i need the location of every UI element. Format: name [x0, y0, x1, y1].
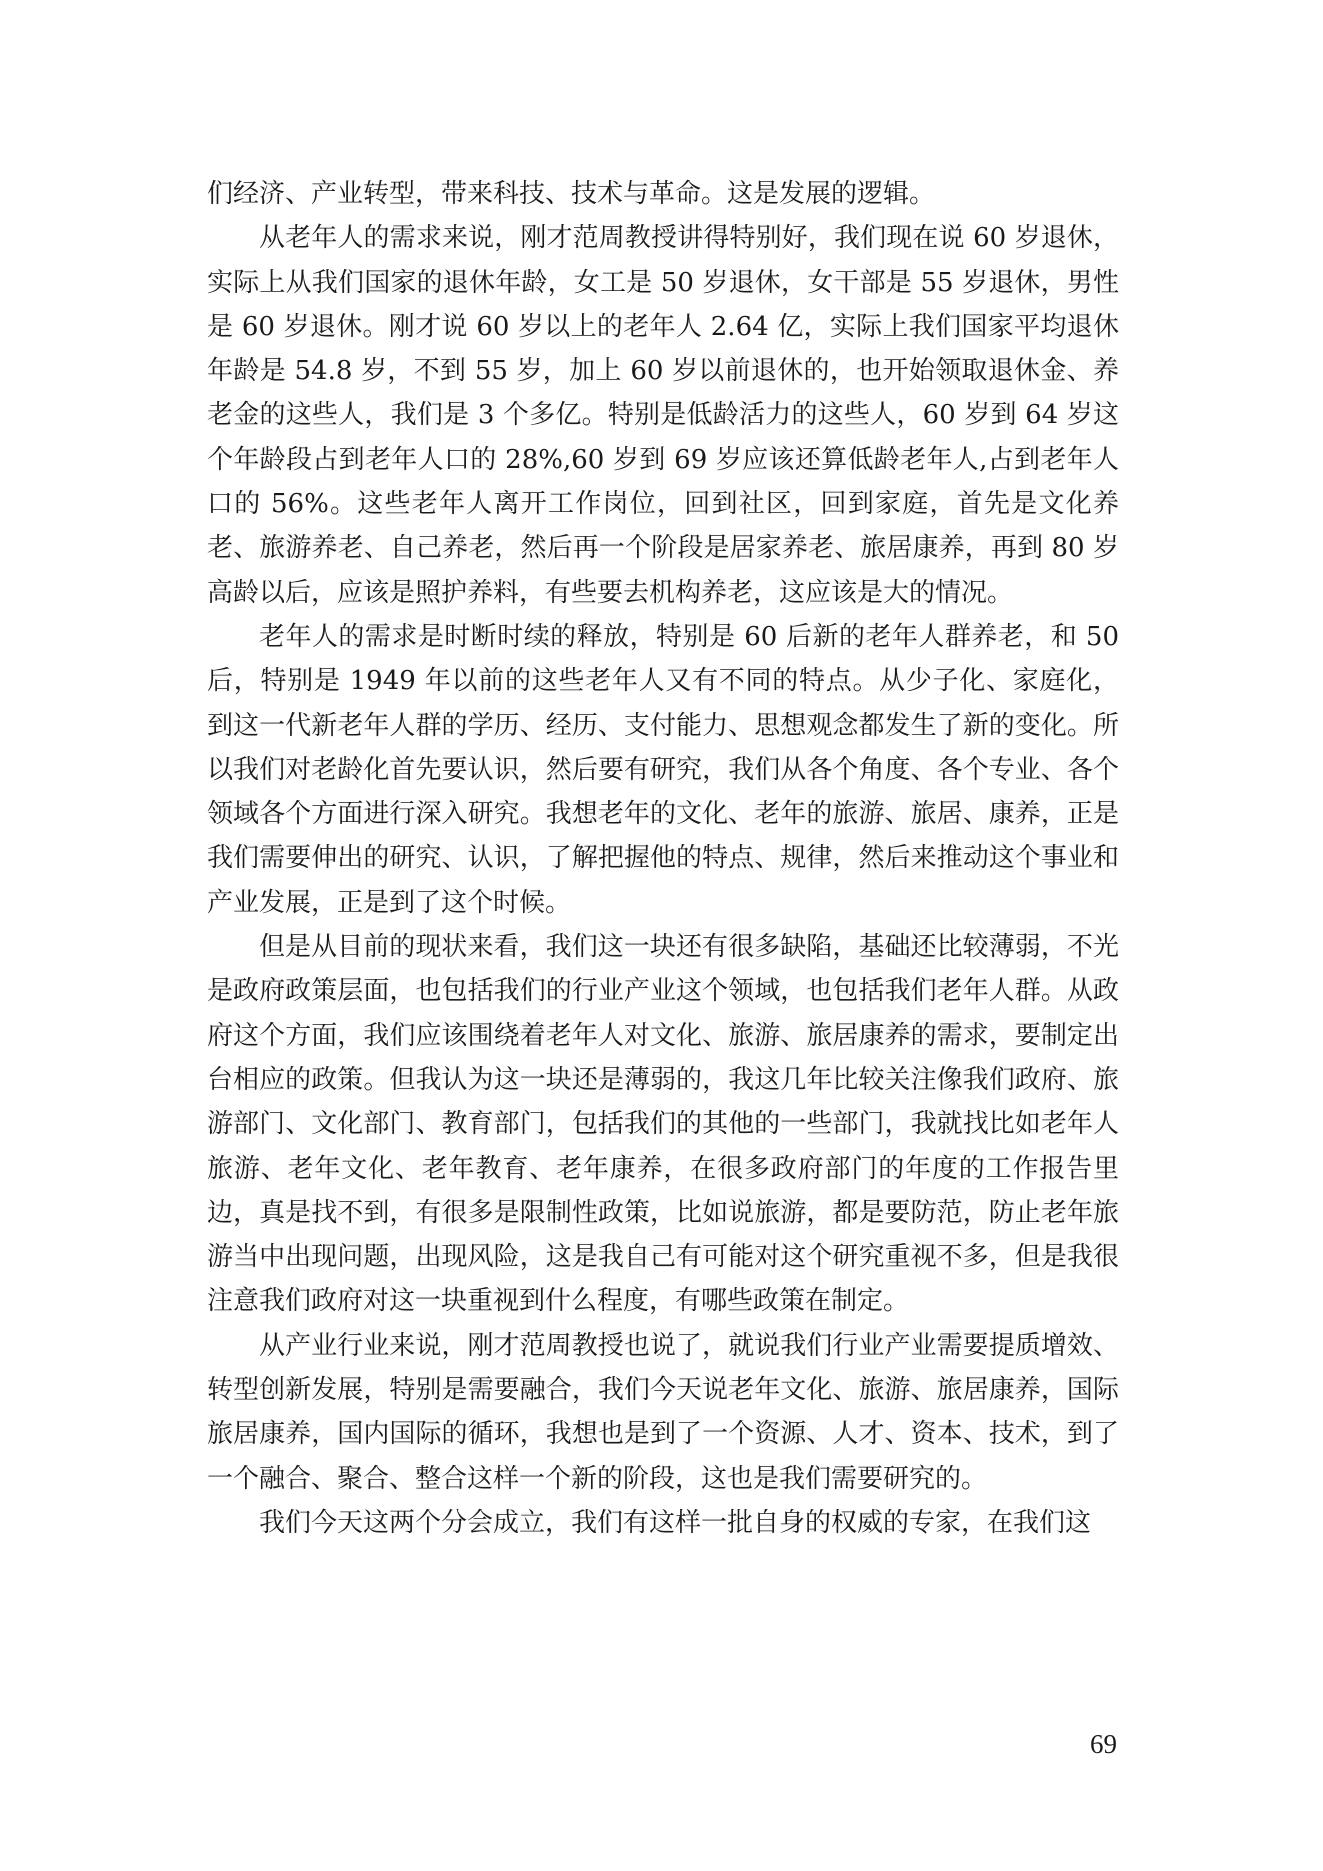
- paragraph-industry: 从产业行业来说，刚才范周教授也说了，就说我们行业产业需要提质增效、转型创新发展，特别是需要融合，我们今天说老年文化、旅游、旅居康养，国际旅居康养，国内国际的循环，我想也是到了一个资源、人才、资本、技术，到了一个融合、聚合、整合这样一个新的阶段，这也是我们需要研究的。: [207, 1330, 1119, 1494]
- paragraph-new-elderly-group: 老年人的需求是时断时续的释放，特别是 60 后新的老年人群养老，和 50 后，特别是 1949 年以前的这些老年人又有不同的特点。从少子化、家庭化，到这一代新老年人群的学历、经历、支付能力、思想观念都发生了新的变化。所以我们对老龄化首先要认识，然后要有研究，我们从各个角度、各个专业、各个领域各个方面进行深入研究。我想老年的文化、老年的旅游、旅居、康养，正是我们需要伸出的研究、认识，了解把握他的特点、规律，然后来推动这个事业和产业发展，正是到了这个时候。: [207, 621, 1119, 918]
- page-number: 69: [1090, 1729, 1117, 1759]
- paragraph-continuation: 们经济、产业转型，带来科技、技术与革命。这是发展的逻辑。: [207, 179, 936, 209]
- paragraph-branch-founding: 我们今天这两个分会成立，我们有这样一批自身的权威的专家，在我们这: [259, 1507, 1092, 1538]
- body-text: [207, 172, 1119, 1545]
- paragraph-elderly-demand: 从老年人的需求来说，刚才范周教授讲得特别好，我们现在说 60 岁退休，实际上从我们国家的退休年龄，女工是 50 岁退休，女干部是 55 岁退休，男性是 60 岁退休。刚才说 60 岁以上的老年人 2.64 亿，实际上我们国家平均退休年龄是 54.8 岁，不到 55 岁，加上 60 岁以前退休的，也开始领取退休金、养老金的这些人，我们是 3 个多亿。特别是低龄活力的这些人，60 岁到 64 岁这个年龄段占到老年人口的 28%,60 岁到 69 岁应该还算低龄老年人,占到老年人口的 56%。这些老年人离开工作岗位，回到社区，回到家庭，首先是文化养老、旅游养老、自己养老，然后再一个阶段是居家养老、旅居康养，再到 80 岁高龄以后，应该是照护养料，有些要去机构养老，这应该是大的情况。: [207, 223, 1119, 608]
- paragraph-current-situation: 但是从目前的现状来看，我们这一块还有很多缺陷，基础还比较薄弱，不光是政府政策层面，也包括我们的行业产业这个领域，也包括我们老年人群。从政府这个方面，我们应该围绕着老年人对文化、旅游、旅居康养的需求，要制定出台相应的政策。但我认为这一块还是薄弱的，我这几年比较关注像我们政府、旅游部门、文化部门、教育部门，包括我们的其他的一些部门，我就找比如老年人旅游、老年文化、老年教育、老年康养，在很多政府部门的年度的工作报告里边，真是找不到，有很多是限制性政策，比如说旅游，都是要防范，防止老年旅游当中出现问题，出现风险，这是我自己有可能对这个研究重视不多，但是我很注意我们政府对这一块重视到什么程度，有哪些政策在制定。: [207, 932, 1119, 1317]
